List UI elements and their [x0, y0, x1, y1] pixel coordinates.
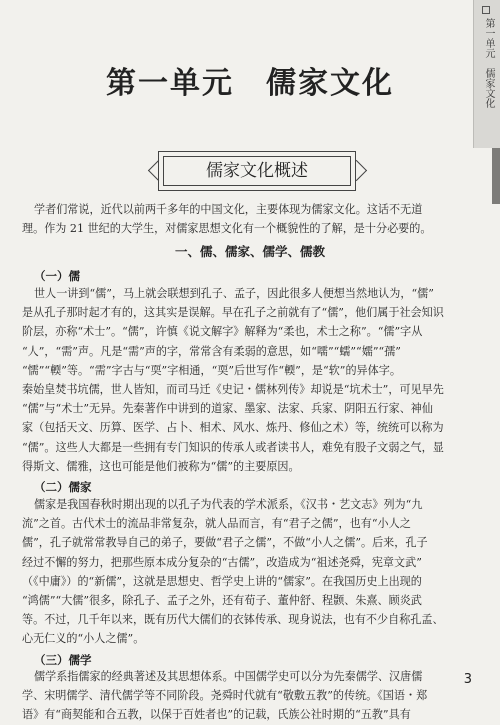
side-tab-label: 第一单元 儒家文化: [483, 18, 494, 108]
paragraph-line: 学、宋明儒学、清代儒学等不同阶段。尧舜时代就有“敬敷五教”的传统。《国语・郑: [22, 689, 428, 703]
page-number: 3: [463, 672, 472, 687]
intro-line: 理。作为 21 世纪的大学生，对儒家思想文化有一个概貌性的了解，是十分必要的。: [22, 222, 432, 236]
heading-1: 一、儒、儒家、儒学、儒教: [174, 244, 325, 259]
paragraph-line: 等。不过，几千年以来，既有历代大儒们的衣钵传承、现身说法，也有不少自称孔孟、: [22, 613, 444, 627]
paragraph-line: “懦”“輭”等。“需”字古与“耎”字相通，“耎”后世写作“輭”，是“软”的异体字。: [22, 363, 401, 377]
subheading-ru: （一）儒: [34, 269, 80, 283]
intro-line: 学者们常说，近代以前两千多年的中国文化，主要体现为儒家文化。这话不无道: [34, 203, 423, 216]
intro-paragraph: [22, 200, 470, 238]
subheading-ruxue: （三）儒学: [34, 653, 92, 667]
paragraph-line: （《中庸》）的“新儒”，这就是思想史、哲学史上讲的“儒家”。在我国历史上出现的: [22, 574, 422, 588]
paragraph-line: 儒学系指儒家的经典著述及其思想体系。中国儒学史可以分为先秦儒学、汉唐儒: [34, 670, 423, 683]
paragraph-rujia: [22, 495, 470, 649]
section-title: 儒家文化概述: [206, 161, 308, 181]
paragraph-line: “鸿儒”“大儒”很多，除孔子、孟子之外，还有荀子、董仲舒、程颢、朱熹、顾炎武: [22, 594, 422, 608]
paragraph-line: 世人一讲到“儒”，马上就会联想到孔子、孟子，因此很多人便想当然地认为，“儒”: [34, 287, 434, 300]
paragraph-line: 是从孔子那时起才有的，这其实是误解。早在孔子之前就有了“儒”，他们属于社会知识: [22, 306, 444, 320]
paragraph-line: 得斯文、儒雅，这也可能是他们被称为“儒”的主要原因。: [22, 459, 300, 473]
paragraph-line: “人”，“需”声。凡是“需”声的字，常常含有柔弱的意思，如“嚅”“蠕”“嬬”“孺”: [22, 344, 401, 358]
paragraph-line: 心无仁义的“小人之儒”。: [22, 632, 145, 646]
paragraph-line: 阶层，亦称“术士”。“儒”，许慎《说文解字》解释为“柔也，术士之称”。“儒”字从: [22, 325, 423, 339]
paragraph-line: “儒”。这些人大都是一些拥有专门知识的传承人或者读书人，难免有股子文弱之气，显: [22, 440, 444, 454]
paragraph-line: 儒家是我国春秋时期出现的以孔子为代表的学术派系，《汉书・艺文志》列为“九: [34, 498, 423, 511]
paragraph-line: 语》有“商契能和合五教，以保于百姓者也”的记载，氏族公社时期的“五教”具有: [22, 708, 411, 722]
paragraph-line: 儒”，孔子就常常教导自己的弟子，要做“君子之儒”，不做“小人之儒”。后来，孔子: [22, 536, 428, 550]
paragraph-ru: [22, 284, 470, 476]
paragraph-line: 秦始皇焚书坑儒，世人皆知，而司马迁《史记・儒林列传》却说是“坑术士”，可见早先: [22, 383, 444, 397]
paragraph-line: 经过不懈的努力，把那些原本成分复杂的“古儒”，改造成为“祖述尧舜，宪章文武”: [22, 555, 422, 569]
subheading-rujia: （二）儒家: [34, 480, 92, 494]
paragraph-ruxue: [22, 667, 470, 722]
paragraph-line: “儒”与“术士”无异。先秦著作中讲到的道家、墨家、法家、兵家、阴阳五行家、神仙: [22, 402, 433, 416]
side-edge-bar: [492, 148, 500, 204]
paragraph-line: 流”之首。古代术士的流品非常复杂，就人品而言，有“君子之儒”，也有“小人之: [22, 517, 411, 531]
paragraph-line: 家（包括天文、历算、医学、占卜、相术、风水、炼丹、修仙之术）等，统统可以称为: [22, 421, 444, 435]
side-tab-box-icon: [482, 6, 490, 14]
unit-title: 第一单元 儒家文化: [106, 66, 394, 101]
